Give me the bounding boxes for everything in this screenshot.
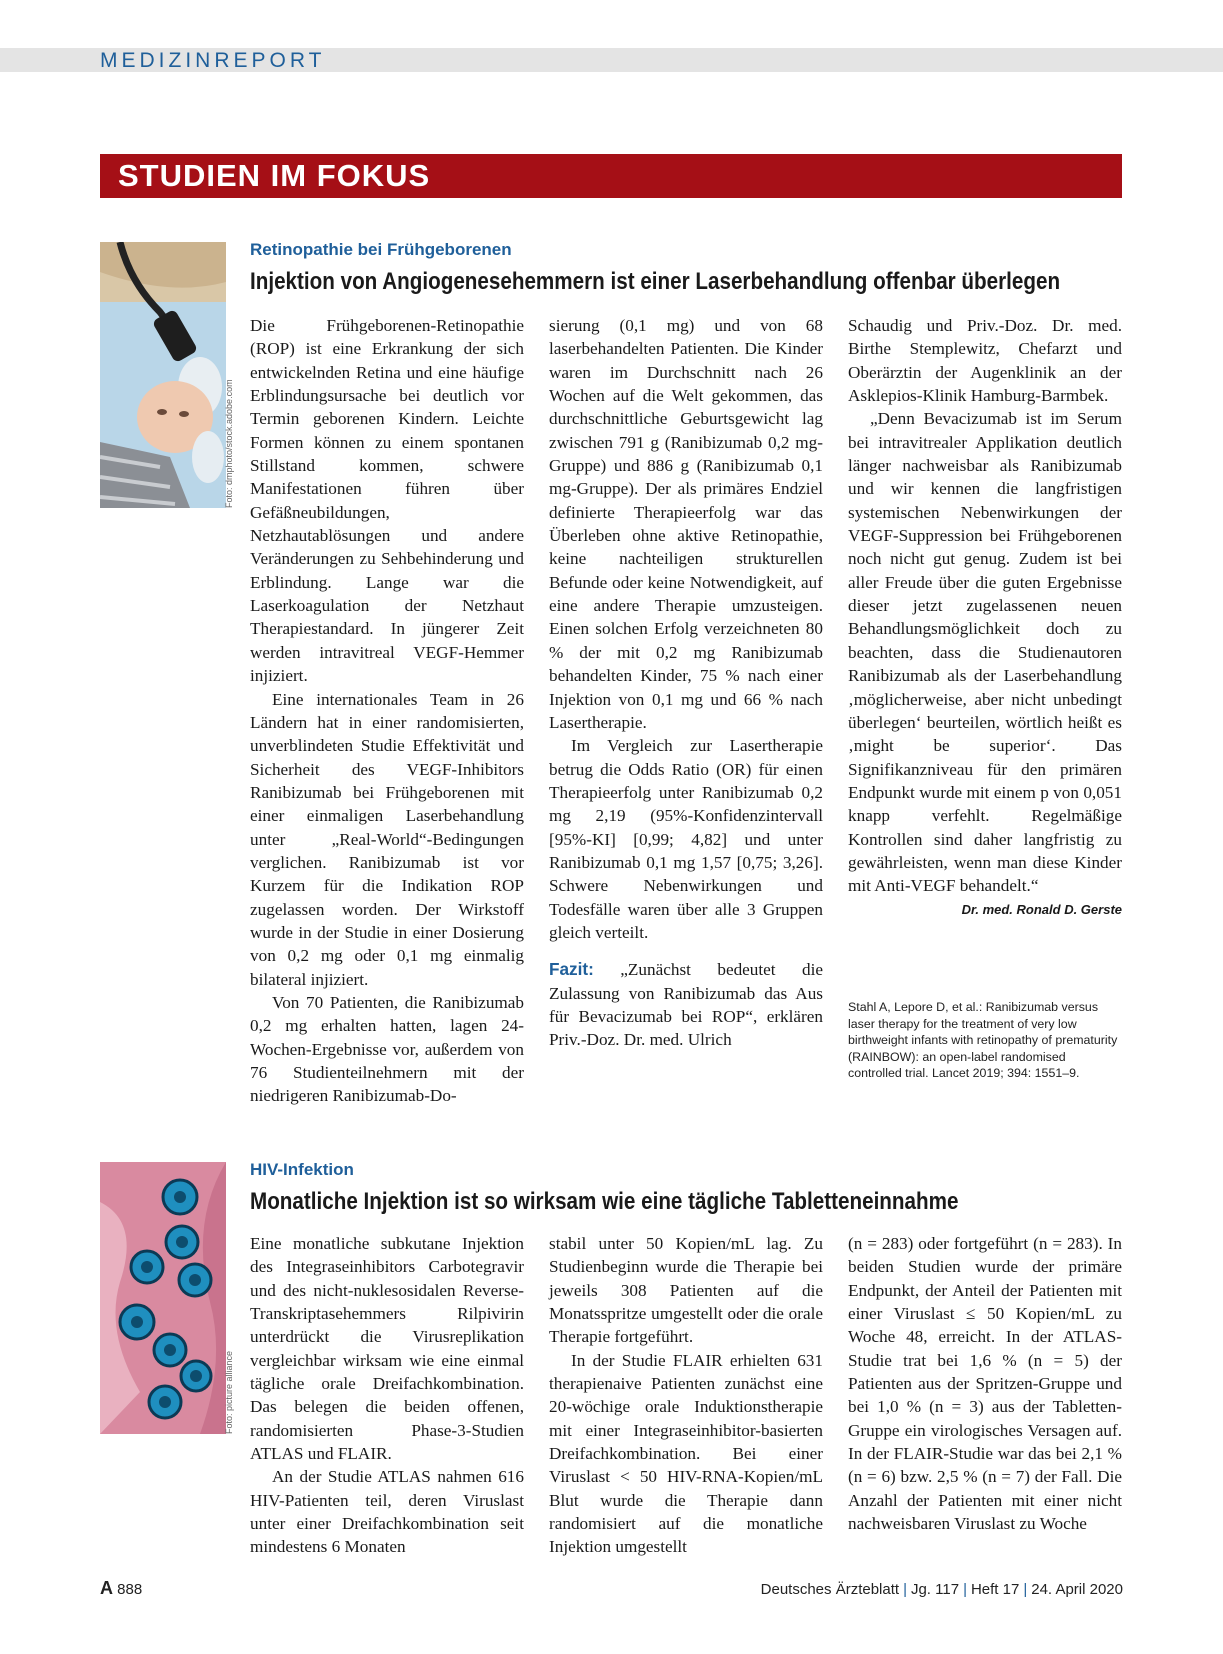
page-number-value: 888 (117, 1581, 143, 1598)
section-banner: STUDIEN IM FOKUS (100, 154, 1122, 198)
article-column-1 (250, 1232, 524, 1559)
article-kicker: Retinopathie bei Frühgeborenen (250, 240, 512, 259)
article-column-3 (848, 314, 1122, 921)
paragraph: Eine internationales Team in 26 Ländern hat in einer randomisierten, unverblindeten Studie Effektivität und Sicherheit des VEGF-Inhibitors Ranibizumab bei Frühgeborenen mit einer einmaligen Laserbehandlung unter „Real-World“-Bedingungen verglichen. Ranibizumab ist vor Kurzem für die Indikation ROP zugelassen worden. Der Wirkstoff wurde in der Studie in einer Dosierung von 0,2 mg oder 0,1 mg einmalig bilateral injiziert. (250, 689, 524, 989)
page-number (100, 1578, 142, 1599)
paragraph: Eine monatliche subkutane Injektion des Integraseinhibitors Carbotegravir und des nicht-nuklesosidalen Reverse-Transkriptasehemmers Rilpivirin unterdrückt die Virusreplikation vergleichbar wirksam wie eine einmal tägliche orale Dreifachkombination. Das belegen die beiden offenen, randomisierten Phase-3-Studien ATLAS und FLAIR. (250, 1234, 524, 1464)
fazit-label: Fazit: (549, 959, 594, 980)
article-column-3 (848, 1232, 1122, 1535)
journal-name: Deutsches Ärzteblatt (760, 1581, 900, 1598)
paragraph: An der Studie ATLAS nahmen 616 HIV-Patienten teil, deren Viruslast unter einer Dreifachkombination seit mindestens 6 Monaten (250, 1467, 524, 1557)
article-column-2 (549, 1232, 823, 1559)
article-column-2 (549, 314, 823, 1052)
hiv-virus-micrograph (100, 1162, 226, 1434)
article-kicker: HIV-Infektion (250, 1160, 354, 1179)
author-name: Dr. med. Ronald D. Gerste (961, 901, 1122, 917)
article-headline: Injektion von Angiogenesehemmern ist einer Laserbehandlung offenbar überlegen (250, 268, 1061, 295)
volume: Jg. 117 (910, 1581, 960, 1598)
paragraph: Die Frühgeborenen-Retinopathie (ROP) ist eine Erkrankung der sich entwickelnden Retina und eine häufige Erblindungsursache bei deutlich vor Termin geborenen Kindern. Leichte Formen können zu einem spontanen Stillstand kommen, schwere Manifestationen führen über Gefäßneubildungen, Netzhautablösungen und andere Veränderungen zu Sehbehinderung und Erblindung. Lange war die Laserkoagulation der Netzhaut Therapiestandard. In jüngerer Zeit werden intravitreal VEGF-Hemmer injiziert. (250, 316, 524, 686)
paragraph: stabil unter 50 Kopien/mL lag. Zu Studienbeginn wurde die Therapie bei jeweils 308 Patienten auf die Monatsspritze umgestellt oder die orale Therapie fortgeführt. (549, 1234, 823, 1347)
fazit-paragraph (549, 958, 823, 1051)
fazit-text: „Zunächst bedeutet die Zulassung von Ranibizumab das Aus für Bevacizumab bei ROP“, erklären Priv.-Doz. Dr. med. Ulrich (549, 960, 823, 1050)
paragraph (848, 407, 1122, 917)
article-headline: Monatliche Injektion ist so wirksam wie eine tägliche Tabletteneinnahme (250, 1188, 959, 1215)
reference: Stahl A, Lepore D, et al.: Ranibizumab versus laser therapy for the treatment of very low birthweight infants with retinopathy of prematurity (RAINBOW): an open-label randomised controlled trial. Lancet 2019; 394: 1551–9. (848, 1000, 1118, 1080)
paragraph: Von 70 Patienten, die Ranibizumab 0,2 mg erhalten hatten, lagen 24-Wochen-Ergebnisse vor, außerdem von 76 Studienteilnehmern mit der niedrigeren Ranibizumab-Do- (250, 992, 524, 1106)
paragraph: Im Vergleich zur Lasertherapie betrug die Odds Ratio (OR) für einen Therapieerfolg unter Ranibizumab 0,2 mg 2,19 (95%-Konfidenzintervall [95%-KI] [0,99; 4,82] und unter Ranibizumab 0,1 mg 1,57 [0,75; 3,26]. Schwere Nebenwirkungen und Todesfälle waren über alle 3 Gruppen gleich verteilt. (549, 736, 823, 942)
article-column-1 (250, 314, 524, 1108)
issue: Heft 17 (970, 1581, 1020, 1598)
paragraph: sierung (0,1 mg) und von 68 laserbehandelten Patienten. Die Kinder waren im Durchschnitt nach 26 Wochen auf die Welt gekommen, das durchschnittliche Geburtsgewicht lag zwischen 791 g (Ranibizumab 0,2 mg-Gruppe) und 886 g (Ranibizumab 0,1 mg-Gruppe). Der als primäres Endziel definierte Therapieerfolg war das Überleben ohne aktive Retinopathie, keine nachteiligen strukturellen Befunde oder keine Notwendigkeit, auf eine andere Therapie umzusteigen. Einen solchen Erfolg verzeichneten 80 % der mit 0,2 mg Ranibizumab behandelten Kinder, 75 % nach einer Injektion von 0,1 mg und 66 % nach Lasertherapie. (549, 316, 823, 732)
page-prefix: A (100, 1578, 113, 1598)
paragraph: In der Studie FLAIR erhielten 631 therapienaive Patienten zunächst eine 20-wöchige orale Induktionstherapie mit einer Integraseinhibitor-basierten Dreifachkombination. Bei einer Viruslast < 50 HIV-RNA-Kopien/mL Blut wurde die Therapie dann randomisiert auf die monatliche Injektion umgestellt (549, 1350, 823, 1557)
issue-date: 24. April 2020 (1031, 1581, 1123, 1598)
journal-footer: Deutsches Ärzteblatt | Jg. 117 | Heft 17 | 24. April 2020 (760, 1581, 1123, 1598)
photo-credit: Foto: picture alliance (224, 1350, 234, 1434)
section-label: MEDIZINREPORT (100, 49, 326, 72)
paragraph: (n = 283) oder fortgeführt (n = 283). In beiden Studien wurde der primäre Endpunkt, der Anteil der Patienten mit einer Viruslast ≤ 50 Kopien/mL zu Woche 48, erreicht. In der ATLAS-Studie trat bei 1,6 % (n = 5) der Patienten aus der Spritzen-Gruppe und bei 1,0 % (n = 3) aus der Tabletten-Gruppe ein virologisches Versagen auf. In der FLAIR-Studie war das bei 2,1 % (n = 6) bzw. 2,5 % (n = 7) der Fall. Die Anzahl der Patienten mit einer nicht nachweisbaren Viruslast zu Woche (848, 1234, 1122, 1534)
photo-credit: Foto: dmphoto/stock.adobe.com (224, 379, 234, 508)
paragraph: Schaudig und Priv.-Doz. Dr. med. Birthe Stemplewitz, Chefarzt und Oberärztin der Augenklinik an der Asklepios-Klinik Hamburg-Barmbek. (848, 316, 1122, 406)
infant-eye-exam-photo (100, 242, 226, 508)
quote-text: „Denn Bevacizumab ist im Serum bei intravitrealer Applikation deutlich länger nachweisbar als Ranibizumab und wir kennen die langfristigen systemischen Nebenwirkungen der VEGF-Suppression bei Frühgeborenen noch nicht gut genug. Zudem ist bei aller Freude über die guten Ergebnisse dieser jetzt zugelassenen neuen Behandlungsmöglichkeit doch zu beachten, dass die Studienautoren Ranibizumab als der Laserbehandlung ‚möglicherweise, aber nicht unbedingt überlegen‘ beurteilen, wörtlich heißt es ‚might be superior‘. Das Signifikanzniveau für den primären Endpunkt wurde mit einem p von 0,051 knapp verfehlt. Regelmäßige Kontrollen sind daher langfristig zu gewährleisten, wenn man diese Kinder mit Anti-VEGF behandelt.“ (848, 409, 1122, 896)
